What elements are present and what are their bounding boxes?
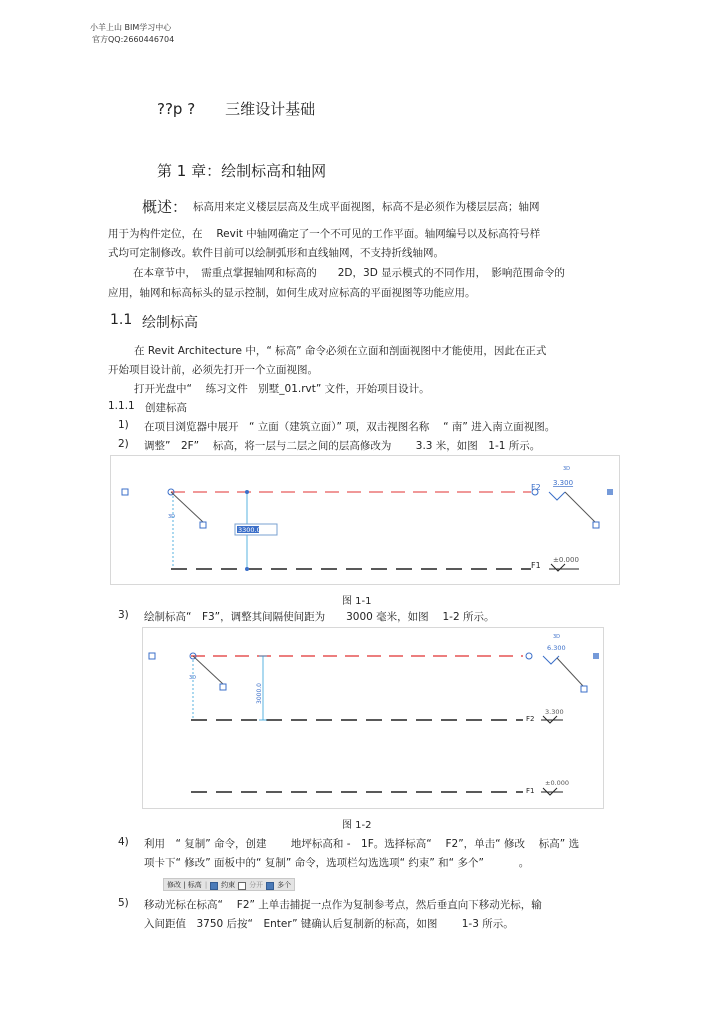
figure-1-1-caption: 图 1-1 <box>342 596 372 607</box>
section-paragraph-2: 开始项目设计前，必须先打开一个立面视图。 <box>108 364 318 376</box>
step-1-number: 1) <box>118 419 129 431</box>
step-1-text: 在项目浏览器中展开 “ 立面（建筑立面）” 项，双击视图名称 “ 南” 进入南立面视图。 <box>144 421 556 433</box>
level-end-box-left <box>122 489 128 495</box>
fig2-f3-value: 6.300 <box>547 644 566 652</box>
overview-line-3: 式均可定制修改。软件目前可以绘制弧形和直线轴网，不支持折线轴网。 <box>108 247 444 259</box>
step-3-number: 3) <box>118 609 129 621</box>
fig2-f1-value: ±0.000 <box>545 779 570 787</box>
overview-line-5: 应用，轴网和标高标头的显示控制，如何生成对应标高的平面视图等功能应用。 <box>108 287 476 299</box>
header-line-1: 小羊上山 BIM学习中心 <box>90 23 172 32</box>
constrain-checkbox[interactable] <box>210 882 218 890</box>
chapter-title: 第 1 章：绘制标高和轴网 <box>157 162 327 180</box>
section-paragraph-3: 打开光盘中“ 练习文件 别墅_01.rvt” 文件，开始项目设计。 <box>134 383 430 395</box>
fig2-f2-value: 3.300 <box>545 708 564 716</box>
doc-title: ??p ? 三维设计基础 <box>157 100 316 118</box>
multiple-checkbox[interactable] <box>266 882 274 890</box>
overview-label: 概述： <box>142 198 188 216</box>
section-paragraph-1: 在 Revit Architecture 中，“ 标高” 命令必须在立面和剖面视图中才能使用，因此在正式 <box>134 345 547 357</box>
header-line-2: 官方QQ:2660446704 <box>92 35 175 44</box>
step-4-line-2: 项卡下“ 修改” 面板中的“ 复制” 命令，选项栏勾选选项“ 约束” 和“ 多个” 。 <box>144 857 530 869</box>
options-bar: 修改 | 标高 | 约束 分开 多个 <box>163 878 295 891</box>
fig2-dim-value: 3000.0 <box>256 683 263 704</box>
fig1-f1-value: ±0.000 <box>553 556 579 564</box>
constrain-label: 约束 <box>221 880 236 889</box>
multiple-label: 多个 <box>277 880 292 889</box>
step-5-line-1: 移动光标在标高“ F2” 上单击捕捉一点作为复制参考点，然后垂直向下移动光标，输 <box>144 899 542 911</box>
fig1-3d-left: 3D <box>168 514 176 520</box>
fig1-f2-name: F2 <box>531 483 541 492</box>
figure-1-1 <box>110 455 620 585</box>
split-label: 分开 <box>249 880 264 889</box>
section-title: 绘制标高 <box>142 315 198 331</box>
svg-text:3300.0: 3300.0 <box>238 526 261 534</box>
fig2-f1-name: F1 <box>526 787 535 795</box>
fig1-f2-value: 3.300 <box>553 479 574 487</box>
options-bar-mode: 修改 | 标高 <box>167 880 202 889</box>
step-5-line-2: 入间距值 3750 后按“ Enter” 键确认后复制新的标高，如图 1-3 所示。 <box>144 918 514 930</box>
overview-line-1: 标高用来定义楼层层高及生成平面视图，标高不是必须作为楼层层高；轴网 <box>193 201 540 213</box>
step-3-text: 绘制标高“ F3”，调整其间隔使间距为 3000 毫米，如图 1-2 所示。 <box>144 611 495 623</box>
step-4-number: 4) <box>118 836 129 848</box>
section-number: 1.1 <box>110 312 133 328</box>
subsection-title: 创建标高 <box>145 402 187 414</box>
step-5-number: 5) <box>118 897 129 909</box>
step-2-text: 调整” 2F” 标高，将一层与二层之间的层高修改为 3.3 米，如图 1-1 所示。 <box>144 440 541 452</box>
overview-line-2: 用于为构件定位，在 Revit 中轴网确定了一个不可见的工作平面。轴网编号以及标高符号样 <box>108 228 541 240</box>
figure-1-2-caption: 图 1-2 <box>342 820 372 831</box>
step-4-line-1: 利用 “ 复制” 命令，创建 地坪标高和 - 1F。选择标高“ F2”，单击“ 修改 标高” 选 <box>144 838 580 850</box>
subsection-number: 1.1.1 <box>108 400 135 412</box>
overview-line-4: 在本章节中， 需重点掌握轴网和标高的 2D，3D 显示模式的不同作用， 影响范围命令的 <box>133 267 565 279</box>
fig1-f1-name: F1 <box>531 561 541 570</box>
step-2-number: 2) <box>118 438 129 450</box>
fig2-f2-name: F2 <box>526 715 535 723</box>
fig2-3d-left: 3D <box>189 675 197 681</box>
figure-1-2 <box>142 627 604 809</box>
split-checkbox[interactable] <box>238 882 246 890</box>
fig2-3d-right: 3D <box>553 634 561 640</box>
fig1-3d-right: 3D <box>563 466 571 472</box>
